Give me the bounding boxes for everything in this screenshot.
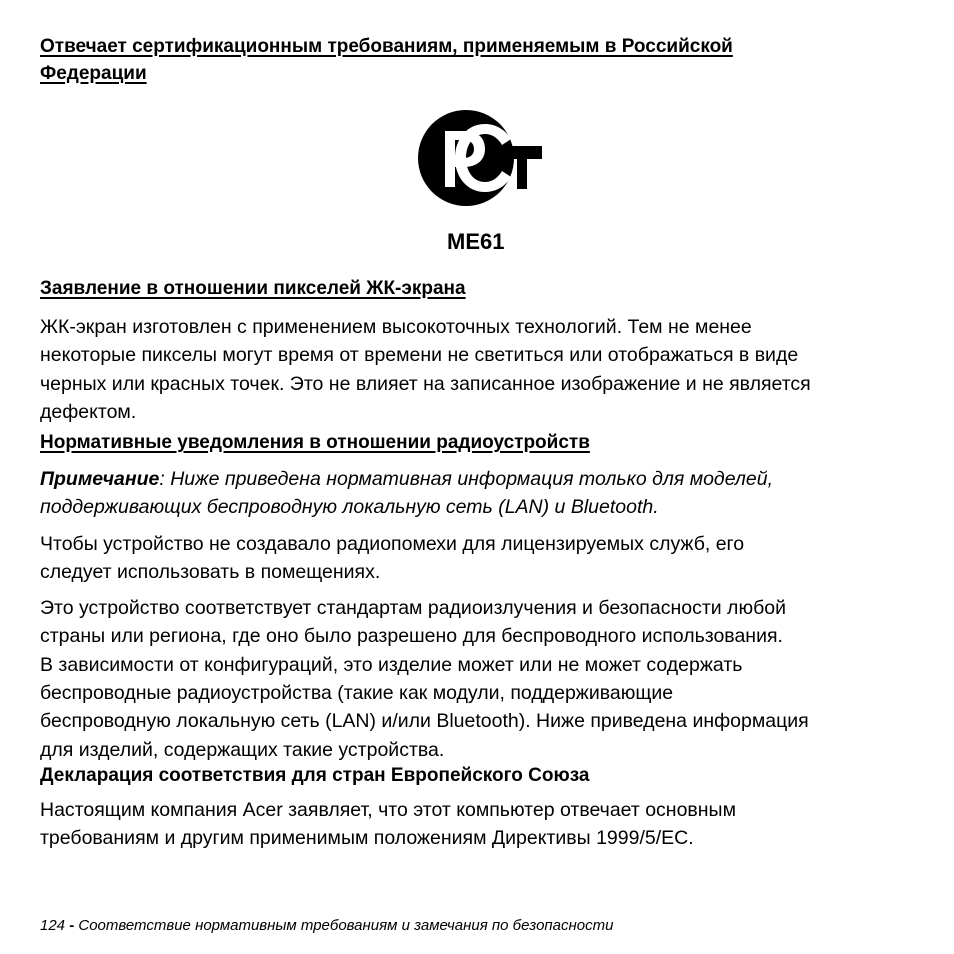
pixel-line: дефектом. [40, 400, 137, 423]
note-text: : Ниже приведена нормативная информация только для моделей, [159, 468, 774, 490]
pixel-line: ЖК-экран изготовлен с применением высокоточных технологий. Тем не менее [40, 316, 752, 338]
cert-mark-code: ME61 [447, 229, 505, 254]
footer-text: Соответствие нормативным требованиям и замечания по безопасности [78, 917, 614, 934]
radio-para2-line: Это устройство соответствует стандартам радиоизлучения и безопасности любой [40, 597, 786, 620]
eu-section [40, 762, 736, 853]
radio-note [40, 465, 809, 522]
radio-para2 [40, 594, 809, 764]
radio-para1 [40, 530, 809, 587]
radio-para2-line: страны или региона, где оно было разрешено для беспроводного использования. [40, 625, 783, 648]
radio-para2-line: беспроводные радиоустройства (такие как модули, поддерживающие [40, 682, 674, 705]
cert-heading-line2: Федерации [40, 63, 147, 84]
radio-para2-line: для изделий, содержащих такие устройства. [40, 738, 445, 761]
rst-certification-logo [417, 109, 545, 207]
cert-heading-line1: Отвечает сертификационным требованиям, применяемым в Российской [40, 36, 733, 57]
eu-line: требованиям и другим применимым положениям Директивы 1999/5/EC. [40, 827, 694, 850]
radio-para1-line: следует использовать в помещениях. [40, 560, 381, 583]
pixel-line: некоторые пикселы могут время от времени не светиться или отображаться в виде [40, 344, 799, 367]
radio-para2-line: В зависимости от конфигураций, это изделие может или не может содержать [40, 653, 743, 676]
radio-para1-line: Чтобы устройство не создавало радиопомехи для лицензируемых служб, его [40, 532, 745, 555]
pixel-line: черных или красных точек. Это не влияет на записанное изображение и не является [40, 372, 811, 395]
pixel-section [40, 275, 811, 426]
pixel-section-heading: Заявление в отношении пикселей ЖК-экрана [40, 278, 466, 299]
radio-section [40, 429, 809, 764]
eu-line: Настоящим компания Acer заявляет, что этот компьютер отвечает основным [40, 799, 736, 821]
radio-para2-line: беспроводную локальную сеть (LAN) и/или Bluetooth). Ниже приведена информация [40, 710, 809, 733]
cert-heading [40, 33, 733, 88]
radio-section-heading: Нормативные уведомления в отношении радиоустройств [40, 432, 590, 453]
page-footer [40, 915, 613, 937]
note-label: Примечание [40, 468, 160, 490]
note-text: поддерживающих беспроводную локальную сеть (LAN) и Bluetooth. [40, 496, 659, 519]
footer-separator: - [65, 917, 79, 934]
page-number: 124 [40, 917, 66, 934]
eu-section-heading: Декларация соответствия для стран Европейского Союза [40, 765, 590, 786]
